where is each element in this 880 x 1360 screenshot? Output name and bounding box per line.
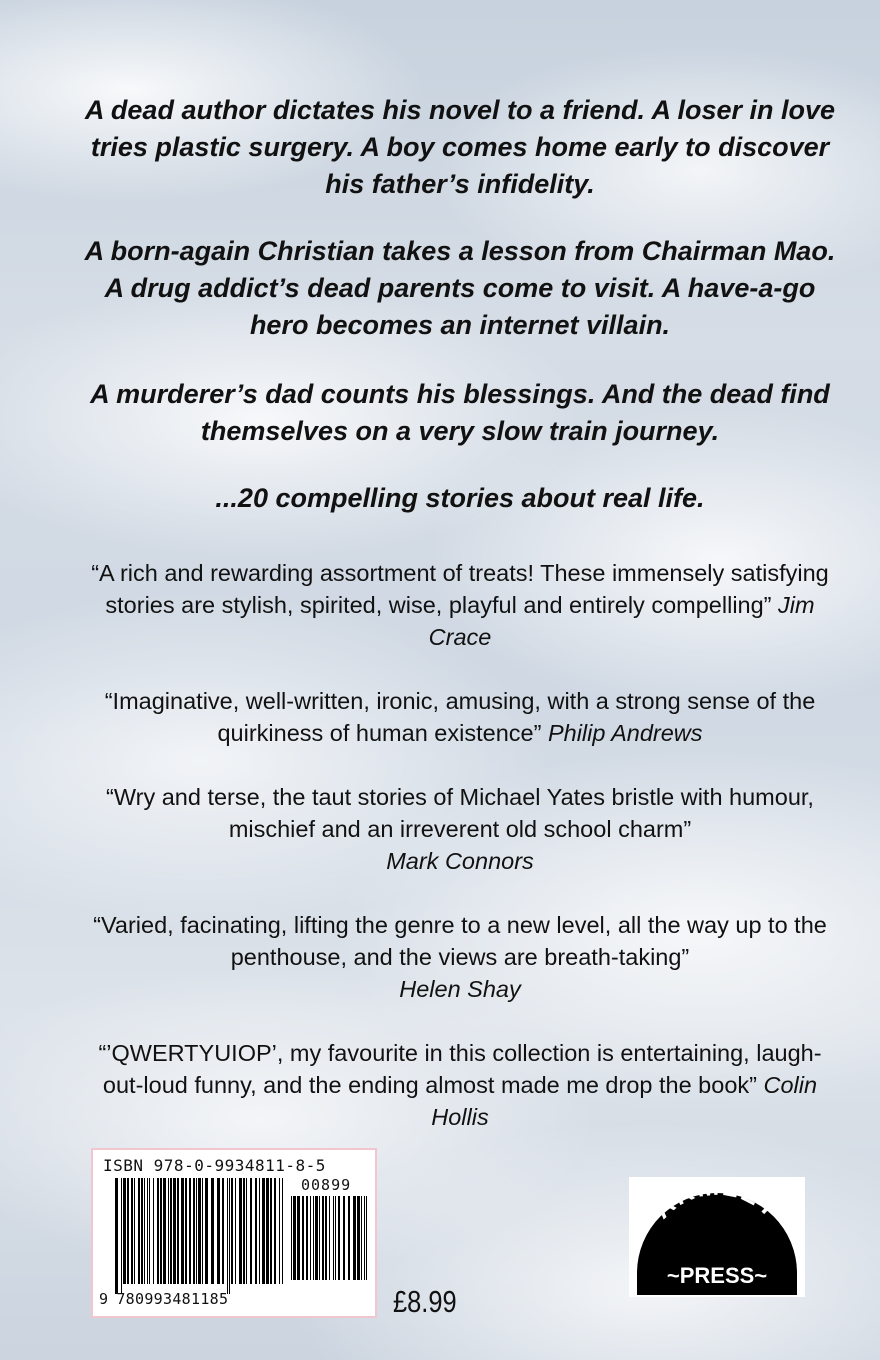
quote-text: “A rich and rewarding assortment of treats! These immensely satisfying stories are stylish, spirited, wise, playful and entirely compelling” bbox=[91, 560, 829, 618]
barcode-bar bbox=[196, 1178, 197, 1284]
quote-text: “Wry and terse, the taut stories of Michael Yates bristle with humour, mischief and an irreverent old school charm” bbox=[106, 784, 814, 842]
barcode-bar bbox=[266, 1178, 269, 1284]
barcode-bar bbox=[297, 1196, 300, 1280]
barcode-bar bbox=[198, 1178, 201, 1284]
barcode-bar bbox=[255, 1178, 257, 1284]
barcode-bar bbox=[366, 1196, 367, 1280]
barcode-bar bbox=[189, 1178, 191, 1284]
quote-author: Helen Shay bbox=[399, 976, 521, 1002]
barcode-bar bbox=[315, 1196, 318, 1280]
review-quote-1 bbox=[80, 557, 840, 653]
barcode-bar bbox=[231, 1178, 233, 1284]
barcode-bar bbox=[127, 1178, 129, 1284]
barcode-bar bbox=[163, 1178, 166, 1284]
barcode-bar bbox=[160, 1178, 162, 1284]
barcode-bar bbox=[235, 1178, 236, 1284]
quote-author: Jim Crace bbox=[428, 592, 815, 650]
barcode-bar bbox=[353, 1196, 356, 1280]
barcode-bar bbox=[343, 1196, 345, 1280]
barcode-bar bbox=[177, 1178, 179, 1284]
quote-author: Philip Andrews bbox=[547, 720, 703, 746]
barcode-bar bbox=[361, 1196, 362, 1280]
barcode-bar bbox=[141, 1178, 143, 1284]
review-quote-3 bbox=[80, 781, 840, 877]
price: £8.99 bbox=[393, 1284, 457, 1319]
barcode-bar bbox=[134, 1178, 135, 1284]
barcode-bar bbox=[239, 1178, 242, 1284]
barcode-bar bbox=[310, 1196, 311, 1280]
armley-press-logo-icon bbox=[629, 1177, 805, 1297]
barcode-bar bbox=[123, 1178, 126, 1284]
ean-right-digits: 481185 bbox=[172, 1290, 229, 1308]
blurb-paragraph-2: A born-again Christian takes a lesson from Chairman Mao. A drug addict’s dead parents come to visit. A have-a-go hero becomes an internet villain. bbox=[84, 236, 836, 340]
barcode-bar bbox=[262, 1178, 265, 1284]
barcode-bar bbox=[319, 1196, 320, 1280]
barcode-bar bbox=[335, 1196, 336, 1280]
barcode-bar bbox=[243, 1178, 245, 1284]
ean-lead-digit: 9 bbox=[99, 1290, 109, 1308]
barcode-bar bbox=[227, 1178, 228, 1294]
barcode-bar bbox=[259, 1178, 260, 1284]
logo-word-press: ~PRESS~ bbox=[666, 1263, 768, 1288]
review-quote-5 bbox=[80, 1037, 840, 1133]
barcode-bars-icon bbox=[115, 1178, 287, 1296]
ean-left-digits: 780993 bbox=[116, 1290, 173, 1308]
quote-author: Colin Hollis bbox=[431, 1072, 818, 1130]
barcode-price-code: 00899 bbox=[301, 1176, 352, 1194]
barcode-bar bbox=[157, 1178, 159, 1284]
quote-text: “Imaginative, well-written, ironic, amusing, with a strong sense of the quirkiness of human existence” bbox=[104, 688, 816, 746]
publisher-logo bbox=[629, 1177, 805, 1297]
barcode-bar bbox=[168, 1178, 169, 1284]
review-quote-2 bbox=[80, 685, 840, 749]
barcode-bar bbox=[153, 1178, 154, 1284]
barcode-bar bbox=[282, 1178, 283, 1284]
barcode-bar bbox=[217, 1178, 220, 1284]
blurb-tagline: ...20 compelling stories about real life. bbox=[215, 483, 705, 513]
barcode-bar bbox=[121, 1178, 122, 1294]
barcode-bar bbox=[348, 1196, 350, 1280]
blurb-paragraph-1: A dead author dictates his novel to a friend. A loser in love tries plastic surgery. A boy comes home early to discover his father’s infidelity. bbox=[84, 95, 836, 199]
quote-author: Mark Connors bbox=[386, 848, 534, 874]
barcode-bar bbox=[329, 1196, 330, 1280]
isbn-number: ISBN 978-0-9934811-8-5 bbox=[103, 1156, 326, 1175]
quote-text: “’QWERTYUIOP’, my favourite in this collection is entertaining, laugh-out-loud funny, and the ending almost made me drop the book” bbox=[98, 1040, 822, 1098]
barcode-bar bbox=[338, 1196, 340, 1280]
barcode-bar bbox=[293, 1196, 296, 1280]
barcode-bar bbox=[322, 1196, 324, 1280]
barcode-bar bbox=[313, 1196, 314, 1280]
barcode-bar bbox=[364, 1196, 365, 1280]
barcode-bar bbox=[222, 1178, 224, 1284]
isbn-barcode bbox=[91, 1148, 377, 1318]
back-cover-text bbox=[80, 92, 840, 1165]
barcode-bar bbox=[357, 1196, 360, 1280]
barcode-bar bbox=[333, 1196, 334, 1280]
barcode-bar bbox=[291, 1196, 292, 1280]
barcode-bar bbox=[302, 1196, 304, 1280]
barcode-bar bbox=[185, 1178, 187, 1284]
barcode-bar bbox=[279, 1178, 280, 1284]
barcode-bar bbox=[270, 1178, 272, 1284]
barcode-bar bbox=[193, 1178, 195, 1284]
blurb-paragraph-3: A murderer’s dad counts his blessings. And the dead find themselves on a very slow train journey. bbox=[90, 379, 830, 446]
barcode-bar bbox=[144, 1178, 145, 1284]
logo-word-armley: ARMLEY bbox=[647, 1177, 788, 1225]
barcode-bar bbox=[173, 1178, 176, 1284]
review-quote-4 bbox=[80, 909, 840, 1005]
barcode-bar bbox=[149, 1178, 150, 1284]
barcode-bar bbox=[306, 1196, 308, 1280]
barcode-bar bbox=[138, 1178, 140, 1284]
barcode-bar bbox=[181, 1178, 184, 1284]
quote-text: “Varied, facinating, lifting the genre to a new level, all the way up to the penthouse, and the views are breath-taking” bbox=[93, 912, 827, 970]
barcode-addon-bars-icon bbox=[291, 1196, 369, 1292]
barcode-bar bbox=[147, 1178, 148, 1284]
barcode-bar bbox=[325, 1196, 327, 1280]
barcode-bar bbox=[205, 1178, 208, 1284]
barcode-bar bbox=[246, 1178, 247, 1284]
barcode-bar bbox=[202, 1178, 203, 1284]
barcode-bar bbox=[211, 1178, 214, 1284]
barcode-bar bbox=[250, 1178, 252, 1284]
barcode-bar bbox=[229, 1178, 230, 1294]
barcode-bar bbox=[274, 1178, 276, 1284]
barcode-bar bbox=[131, 1178, 133, 1284]
barcode-bar bbox=[170, 1178, 172, 1284]
ean-digits bbox=[99, 1290, 228, 1308]
barcode-bar bbox=[115, 1178, 118, 1294]
